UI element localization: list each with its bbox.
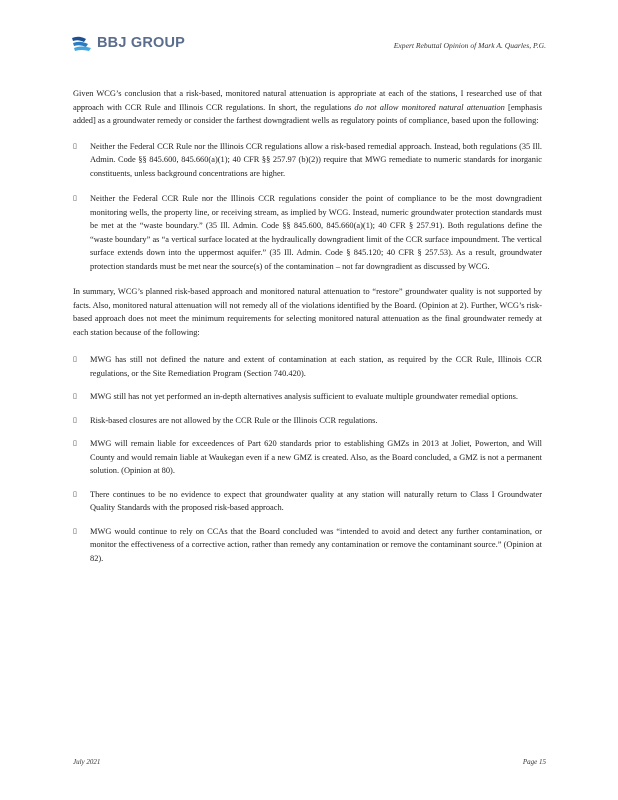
list-item — [73, 353, 542, 380]
running-head: Expert Rebuttal Opinion of Mark A. Quarles, P.G. — [393, 41, 546, 50]
logo-text: BBJ GROUP — [97, 35, 186, 51]
list-item-text: Neither the Federal CCR Rule nor the Illinois CCR regulations consider the point of compliance to be the most downgradient monitoring wells, the property line, or receiving stream, as implied by WCG. Instead, numeric groundwater protection standards must be met at the “waste boundary.” (35 Ill. Admin. Code §§ 845.600, 845.660(a)(1); 40 CFR § 257.91). Both regulations define the “waste boundary” as “a vertical surface located at the hydraulically downgradient limit of the CCR surface impoundment. The vertical surface extends down into the uppermost aquifer.” (35 Ill. Admin. Code § 845.120; 40 CFR § 257.53). As a result, groundwater protection standards must be met near the source(s) of the contamination – not far downgradient as discussed by WCG. — [90, 194, 542, 271]
list-item — [73, 390, 542, 404]
page-number: Page 15 — [522, 758, 546, 766]
list-item — [73, 488, 542, 515]
intro-emphasis: do not allow monitored natural attenuation — [354, 102, 505, 112]
regulation-bullet-list — [73, 140, 542, 274]
bbj-logo-icon — [71, 34, 93, 52]
summary-paragraph: In summary, WCG’s planned risk-based approach and monitored natural attenuation to “restore” groundwater quality is not supported by facts. Also, monitored natural attenuation will not remedy all of the violations identified by the Board. (Opinion at 2). Further, WCG’s risk-based approach does not meet the minimum requirements for selecting monitored natural attenuation as the final groundwater remedy at each station because of the following: — [73, 287, 542, 337]
list-item — [73, 414, 542, 428]
document-body — [73, 87, 542, 575]
bullet-icon: ▯ — [73, 489, 77, 498]
logo — [71, 34, 185, 52]
intro-text: Given WCG’s conclusion that a risk-based, monitored natural attenuation is appropriate at each of the stations, I researched use of that approach with CCR Rule and Illinois CCR regulations. In short, the regulations — [73, 89, 542, 112]
list-item — [73, 192, 542, 273]
bullet-icon: ▯ — [73, 439, 77, 447]
list-item-text: Neither the Federal CCR Rule nor the Illinois CCR regulations allow a risk-based remedial approach. Instead, both regulations (35 Ill. Admin. Code §§ 845.600, 845.660(a)(1); 40 CFR §§ 257.97 (b)(2)) require that MWG remediate to numeric standards for inorganic constituents, unless background concentrations are higher. — [90, 141, 542, 178]
intro-paragraph — [73, 87, 542, 128]
bullet-icon: ▯ — [73, 526, 77, 535]
list-item-text: MWG still has not yet performed an in-depth alternatives analysis sufficient to evaluate multiple groundwater remedial options. — [90, 392, 519, 401]
list-item-text: MWG would continue to rely on CCAs that the Board concluded was “intended to avoid and detect any further contamination, or monitor the effectiveness of a corrective action, rather than remedy any contamination or remove the contaminant source.” (Opinion at 82). — [90, 526, 542, 563]
list-item — [73, 437, 542, 478]
list-item — [73, 525, 542, 566]
list-item — [73, 140, 542, 181]
list-item-text: Risk-based closures are not allowed by the CCR Rule or the Illinois CCR regulations. — [90, 415, 378, 425]
bullet-icon: ▯ — [73, 392, 77, 400]
bullet-icon: ▯ — [73, 355, 77, 363]
requirements-bullet-list — [73, 353, 542, 565]
list-item-text: MWG will remain liable for exceedences of Part 620 standards prior to establishing GMZs in 2013 at Joliet, Powerton, and Will County and would remain liable at Waukegan even if a new GMZ is created. Also, as the Board concluded, a GMZ is not a permanent solution. (Opinion at 80). — [90, 439, 542, 475]
list-item-text: There continues to be no evidence to expect that groundwater quality at any station will naturally return to Class I Groundwater Quality Standards with the proposed risk-based approach. — [90, 489, 542, 512]
list-item-text: MWG has still not defined the nature and extent of contamination at each station, as required by the CCR Rule, Illinois CCR regulations, or the Site Remediation Program (Section 740.420). — [90, 355, 542, 378]
intro-tail: [emphasis added] as a groundwater remedy or consider the farthest downgradient wells as regulatory points of compliance, based upon the following: — [73, 102, 542, 125]
bullet-icon: ▯ — [73, 415, 77, 424]
footer-date: July 2021 — [73, 758, 101, 766]
bullet-icon: ▯ — [73, 194, 77, 202]
bullet-icon: ▯ — [73, 141, 77, 150]
